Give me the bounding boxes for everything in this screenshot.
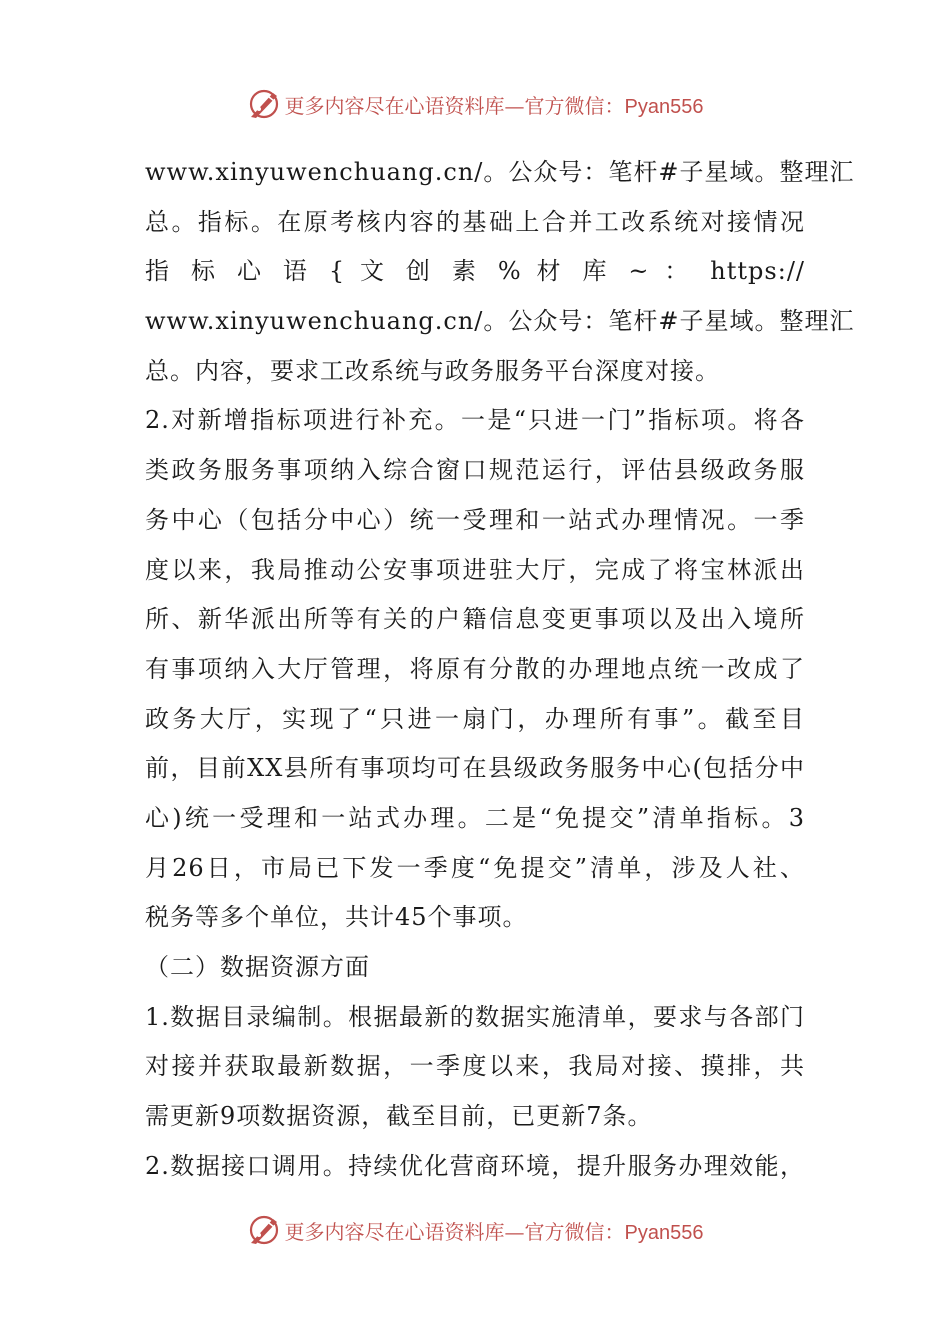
text-line: 税务等多个单位，共计45个事项。 <box>145 903 528 932</box>
footer-banner <box>0 1210 950 1250</box>
pen-logo-icon <box>247 87 281 121</box>
text-line: 1.数据目录编制。根据最新的数据实施清单，要求与各部门 <box>145 1002 805 1031</box>
pen-logo-icon <box>247 1213 281 1247</box>
text-line: 务中心（包括分中心）统一受理和一站式办理情况。一季 <box>145 505 805 534</box>
text-line: 前，目前XX县所有事项均可在县级政务服务中心(包括分中 <box>145 754 805 783</box>
text-line: 2.数据接口调用。持续优化营商环境，提升服务办理效能， <box>145 1151 805 1180</box>
text-line: 对接并获取最新数据，一季度以来，我局对接、摸排，共 <box>145 1052 805 1081</box>
text-line: 有事项纳入大厅管理，将原有分散的办理地点统一改成了 <box>145 654 805 683</box>
header-banner <box>0 84 950 124</box>
text-line: 指 标 心 语 { 文 创 素 % 材 库 ~ ： https:// <box>145 257 805 286</box>
text-line: 2.对新增指标项进行补充。一是“只进一门”指标项。将各 <box>145 406 805 435</box>
section-heading: （二）数据资源方面 <box>145 953 370 981</box>
document-body <box>145 148 855 1191</box>
text-line: 总。指标。在原考核内容的基础上合并工改系统对接情况 <box>145 207 805 236</box>
text-line: 政务大厅，实现了“只进一扇门，办理所有事”。截至目 <box>145 704 805 733</box>
text-line: 总。内容，要求工改系统与政务服务平台深度对接。 <box>145 356 720 385</box>
text-line: 心)统一受理和一站式办理。二是“免提交”清单指标。3 <box>145 803 805 832</box>
text-line: 类政务服务事项纳入综合窗口规范运行，评估县级政务服 <box>145 456 805 485</box>
banner-text: 更多内容尽在心语资料库—官方微信：Pyan556 <box>284 1219 704 1244</box>
text-line: 度以来，我局推动公安事项进驻大厅，完成了将宝林派出 <box>145 555 805 584</box>
text-line: www.xinyuwenchuang.cn/。公众号：笔杆#子星域。整理汇 <box>145 307 855 336</box>
banner-text: 更多内容尽在心语资料库—官方微信：Pyan556 <box>284 93 704 118</box>
text-line: www.xinyuwenchuang.cn/。公众号：笔杆#子星域。整理汇 <box>145 158 855 186</box>
text-line: 所、新华派出所等有关的户籍信息变更事项以及出入境所 <box>145 605 805 634</box>
text-line: 月26日，市局已下发一季度“免提交”清单，涉及人社、 <box>145 853 805 882</box>
text-line: 需更新9项数据资源，截至目前，已更新7条。 <box>145 1102 653 1131</box>
